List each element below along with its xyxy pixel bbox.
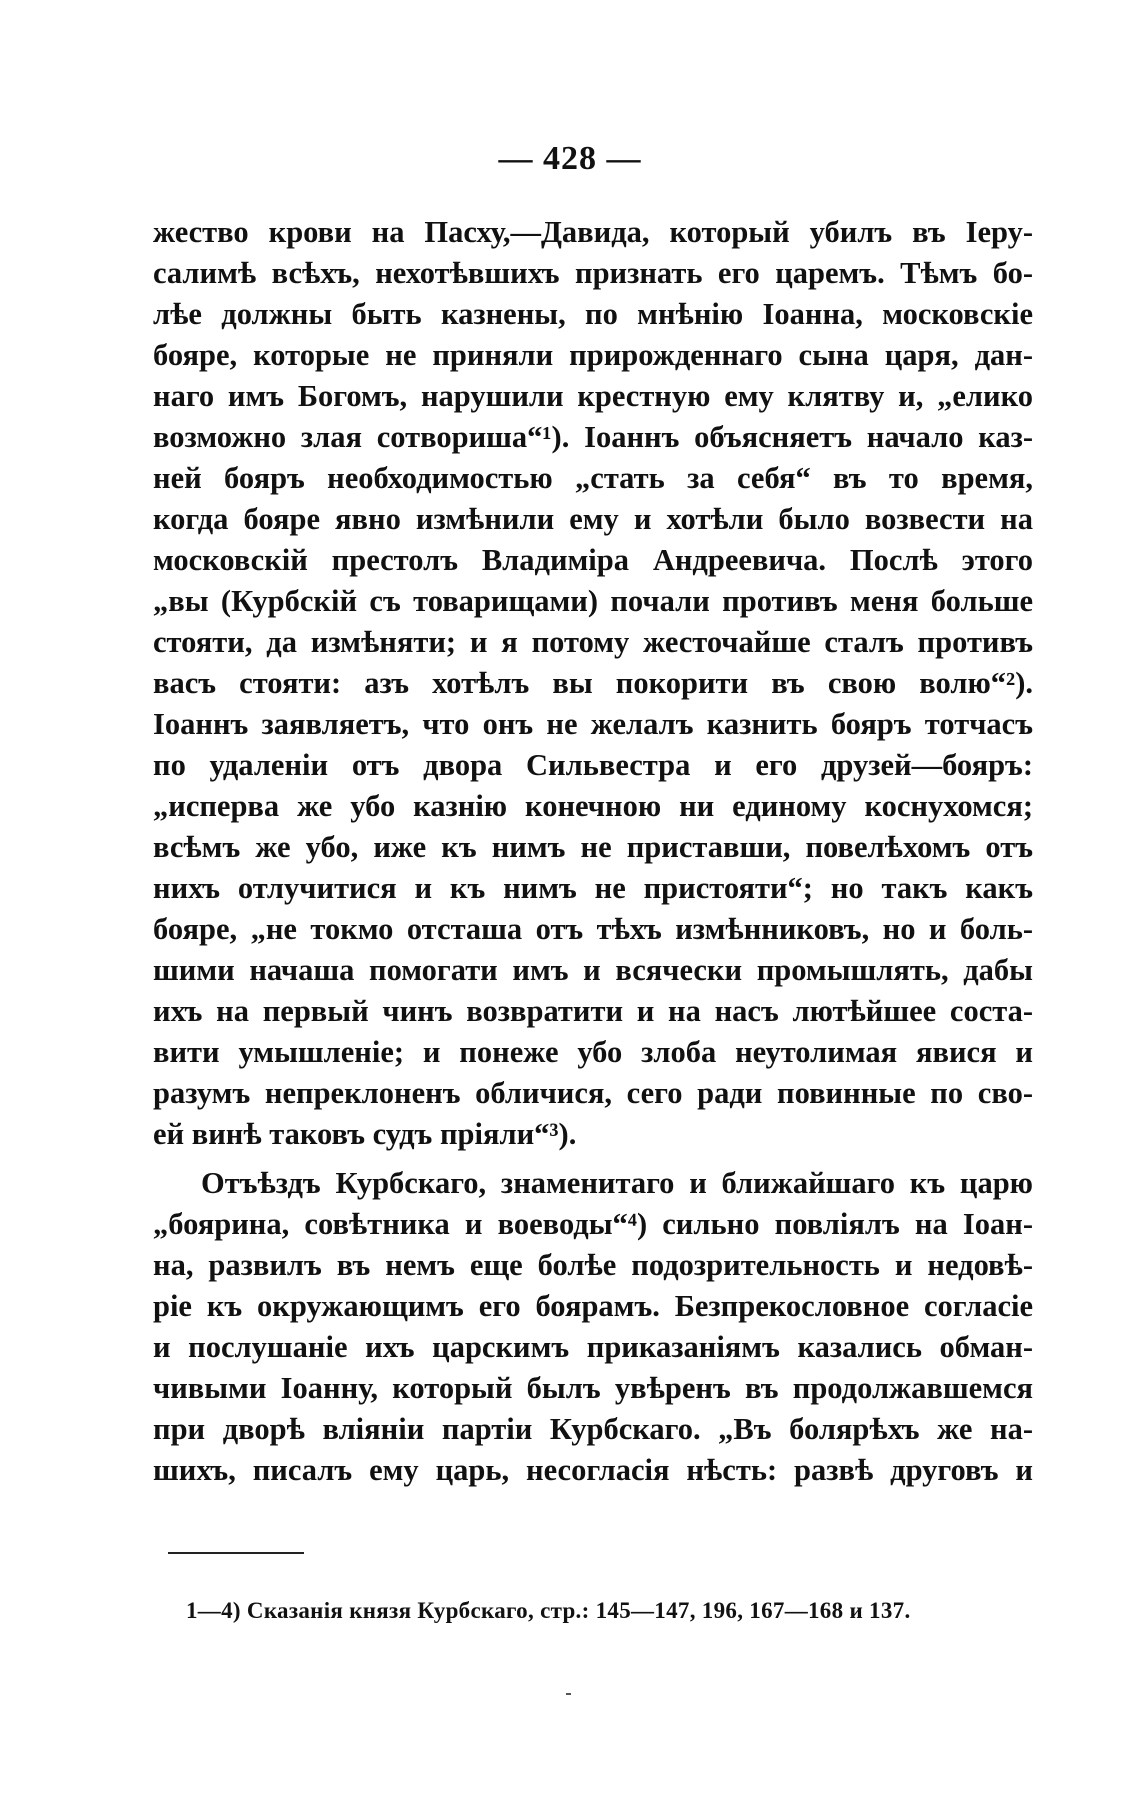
text-line: ихъ на первый чинъ возвратити и на насъ лютѣйшее соста- <box>153 994 1033 1028</box>
text-line: нихъ отлучитися и къ нимъ не пристояти“; но такъ какъ <box>153 871 1033 905</box>
text-line: васъ стояти: азъ хотѣлъ вы покорити въ свою волю“²). <box>153 666 1033 700</box>
text-line: по удаленіи отъ двора Сильвестра и его друзей—бояръ: <box>153 748 1033 782</box>
text-line: наго имъ Богомъ, нарушили крестную ему клятву и, „елико <box>153 379 1033 413</box>
text-line: и послушаніе ихъ царскимъ приказаніямъ казались обман- <box>153 1330 1033 1364</box>
body-text <box>153 212 1033 1491</box>
text-line: при дворѣ вліяніи партіи Курбскаго. „Въ болярѣхъ же на- <box>153 1412 1033 1446</box>
text-line: „боярина, совѣтника и воеводы“⁴) сильно повліялъ на Іоан- <box>153 1207 1033 1241</box>
text-line: лѣе должны быть казнены, по мнѣнію Іоанна, московскіе <box>153 297 1033 331</box>
text-line: „вы (Курбскій съ товарищами) почали противъ меня больше <box>153 584 1033 618</box>
text-line: бояре, которые не приняли прирожденнаго сына царя, дан- <box>153 338 1033 372</box>
text-line: на, развилъ въ немъ еще болѣе подозрительность и недовѣ- <box>153 1248 1033 1282</box>
text-line: салимѣ всѣхъ, нехотѣвшихъ признать его царемъ. Тѣмъ бо- <box>153 256 1033 290</box>
text-line: вити умышленіе; и понеже убо злоба неутолимая явися и <box>153 1035 1033 1069</box>
text-line: стояти, да измѣняти; и я потому жесточайше сталъ противъ <box>153 625 1033 659</box>
text-line: всѣмъ же убо, иже къ нимъ не приставши, повелѣхомъ отъ <box>153 830 1033 864</box>
footnote: 1—4) Сказанія князя Курбскаго, стр.: 145—147, 196, 167—168 и 137. <box>186 1598 911 1623</box>
paragraph-gap <box>153 1155 1033 1163</box>
text-line: когда бояре явно измѣнили ему и хотѣли было возвести на <box>153 502 1033 536</box>
text-line: „исперва же убо казнію конечною ни единому коснухомся; <box>153 789 1033 823</box>
text-line: Отъѣздъ Курбскаго, знаменитаго и ближайшаго къ царю <box>201 1166 1033 1200</box>
text-line: Іоаннъ заявляетъ, что онъ не желалъ казнить бояръ тотчасъ <box>153 707 1033 741</box>
text-line: шихъ, писалъ ему царь, несогласія нѣсть: развѣ друговъ и <box>153 1453 1033 1487</box>
text-line: возможно злая сотвориша“¹). Іоаннъ объясняетъ начало каз- <box>153 420 1033 454</box>
print-speck <box>566 1693 571 1695</box>
text-line: шими начаша помогати имъ и всячески промышлять, дабы <box>153 953 1033 987</box>
text-line: разумъ непреклоненъ обличися, сего ради повинные по сво- <box>153 1076 1033 1110</box>
text-line: московскій престолъ Владиміра Андреевича. Послѣ этого <box>153 543 1033 577</box>
page-number: — 428 — <box>498 140 642 177</box>
text-line: ріе къ окружающимъ его боярамъ. Безпрекословное согласіе <box>153 1289 1033 1323</box>
text-line: жество крови на Пасху,—Давида, который убилъ въ Іеру- <box>153 215 1033 249</box>
text-line: чивыми Іоанну, который былъ увѣренъ въ продолжавшемся <box>153 1371 1033 1405</box>
text-line: бояре, „не токмо отсташа отъ тѣхъ измѣнниковъ, но и боль- <box>153 912 1033 946</box>
text-line: ей винѣ таковъ судъ пріяли“³). <box>153 1117 577 1151</box>
text-line: ней бояръ необходимостью „стать за себя“ въ то время, <box>153 461 1033 495</box>
footnote-rule <box>168 1552 304 1554</box>
